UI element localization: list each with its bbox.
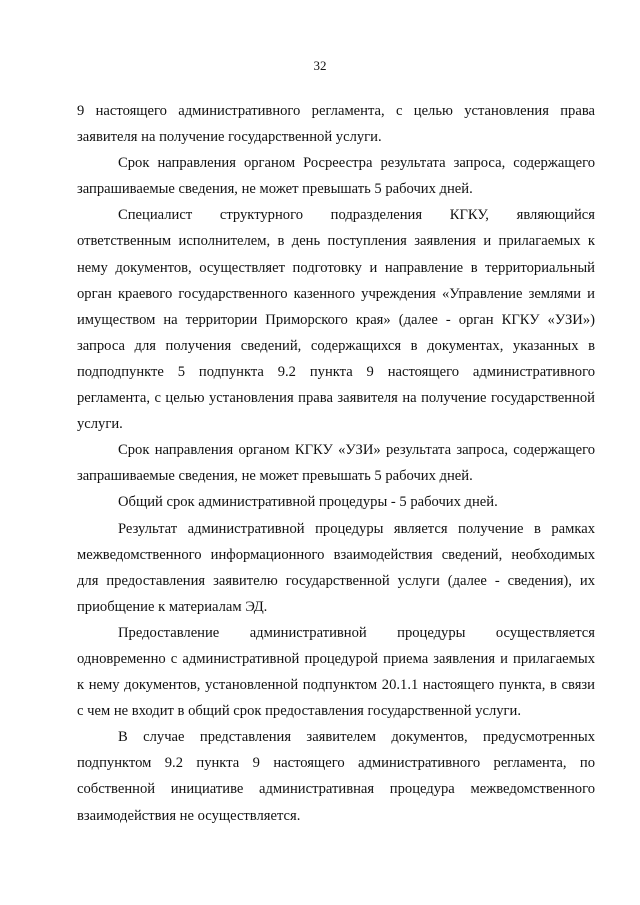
page-number: 32 (313, 58, 327, 73)
paragraph-2: Срок направления органом Росреестра результата запроса, содержащего запрашиваемые сведения, не может превышать 5 рабочих дней. (77, 155, 595, 198)
paragraph-3: Специалист структурного подразделения КГКУ, являющийся ответственным исполнителем, в день поступления заявления и прилагаемых к нему документов, осуществляет подготовку и направление в территориальный орган краевого государственного казенного учреждения «Управление землями и имуществом на территории Приморского края» (далее - орган КГКУ «УЗИ») запроса для получения сведений, содержащихся в документах, указанных в подподпункте 5 подпункта 9.2 пункта 9 настоящего административного регламента, с целью установления права заявителя на получение государственной услуги. (77, 207, 595, 433)
paragraph-7: Предоставление административной процедуры осуществляется одновременно с административной процедурой приема заявления и прилагаемых к нему документов, установленной подпунктом 20.1.1 настоящего пункта, в связи с чем не входит в общий срок предоставления государственной услуги. (77, 624, 595, 720)
paragraph-6: Результат административной процедуры является получение в рамках межведомственного информационного взаимодействия сведений, необходимых для предоставления заявителю государственной услуги (далее - сведения), их приобщение к материалам ЭД. (77, 520, 595, 615)
paragraph-5: Общий срок административной процедуры - 5 рабочих дней. (118, 494, 498, 511)
paragraph-4: Срок направления органом КГКУ «УЗИ» результата запроса, содержащего запрашиваемые сведения, не может превышать 5 рабочих дней. (77, 442, 595, 485)
paragraph-1: 9 настоящего административного регламента, с целью установления права заявителя на получение государственной услуги. (77, 103, 595, 146)
paragraph-8: В случае представления заявителем документов, предусмотренных подпунктом 9.2 пункта 9 настоящего административного регламента, по собственной инициативе административная процедура межведомственного взаимодействия не осуществляется. (77, 729, 595, 824)
document-body (77, 98, 595, 829)
